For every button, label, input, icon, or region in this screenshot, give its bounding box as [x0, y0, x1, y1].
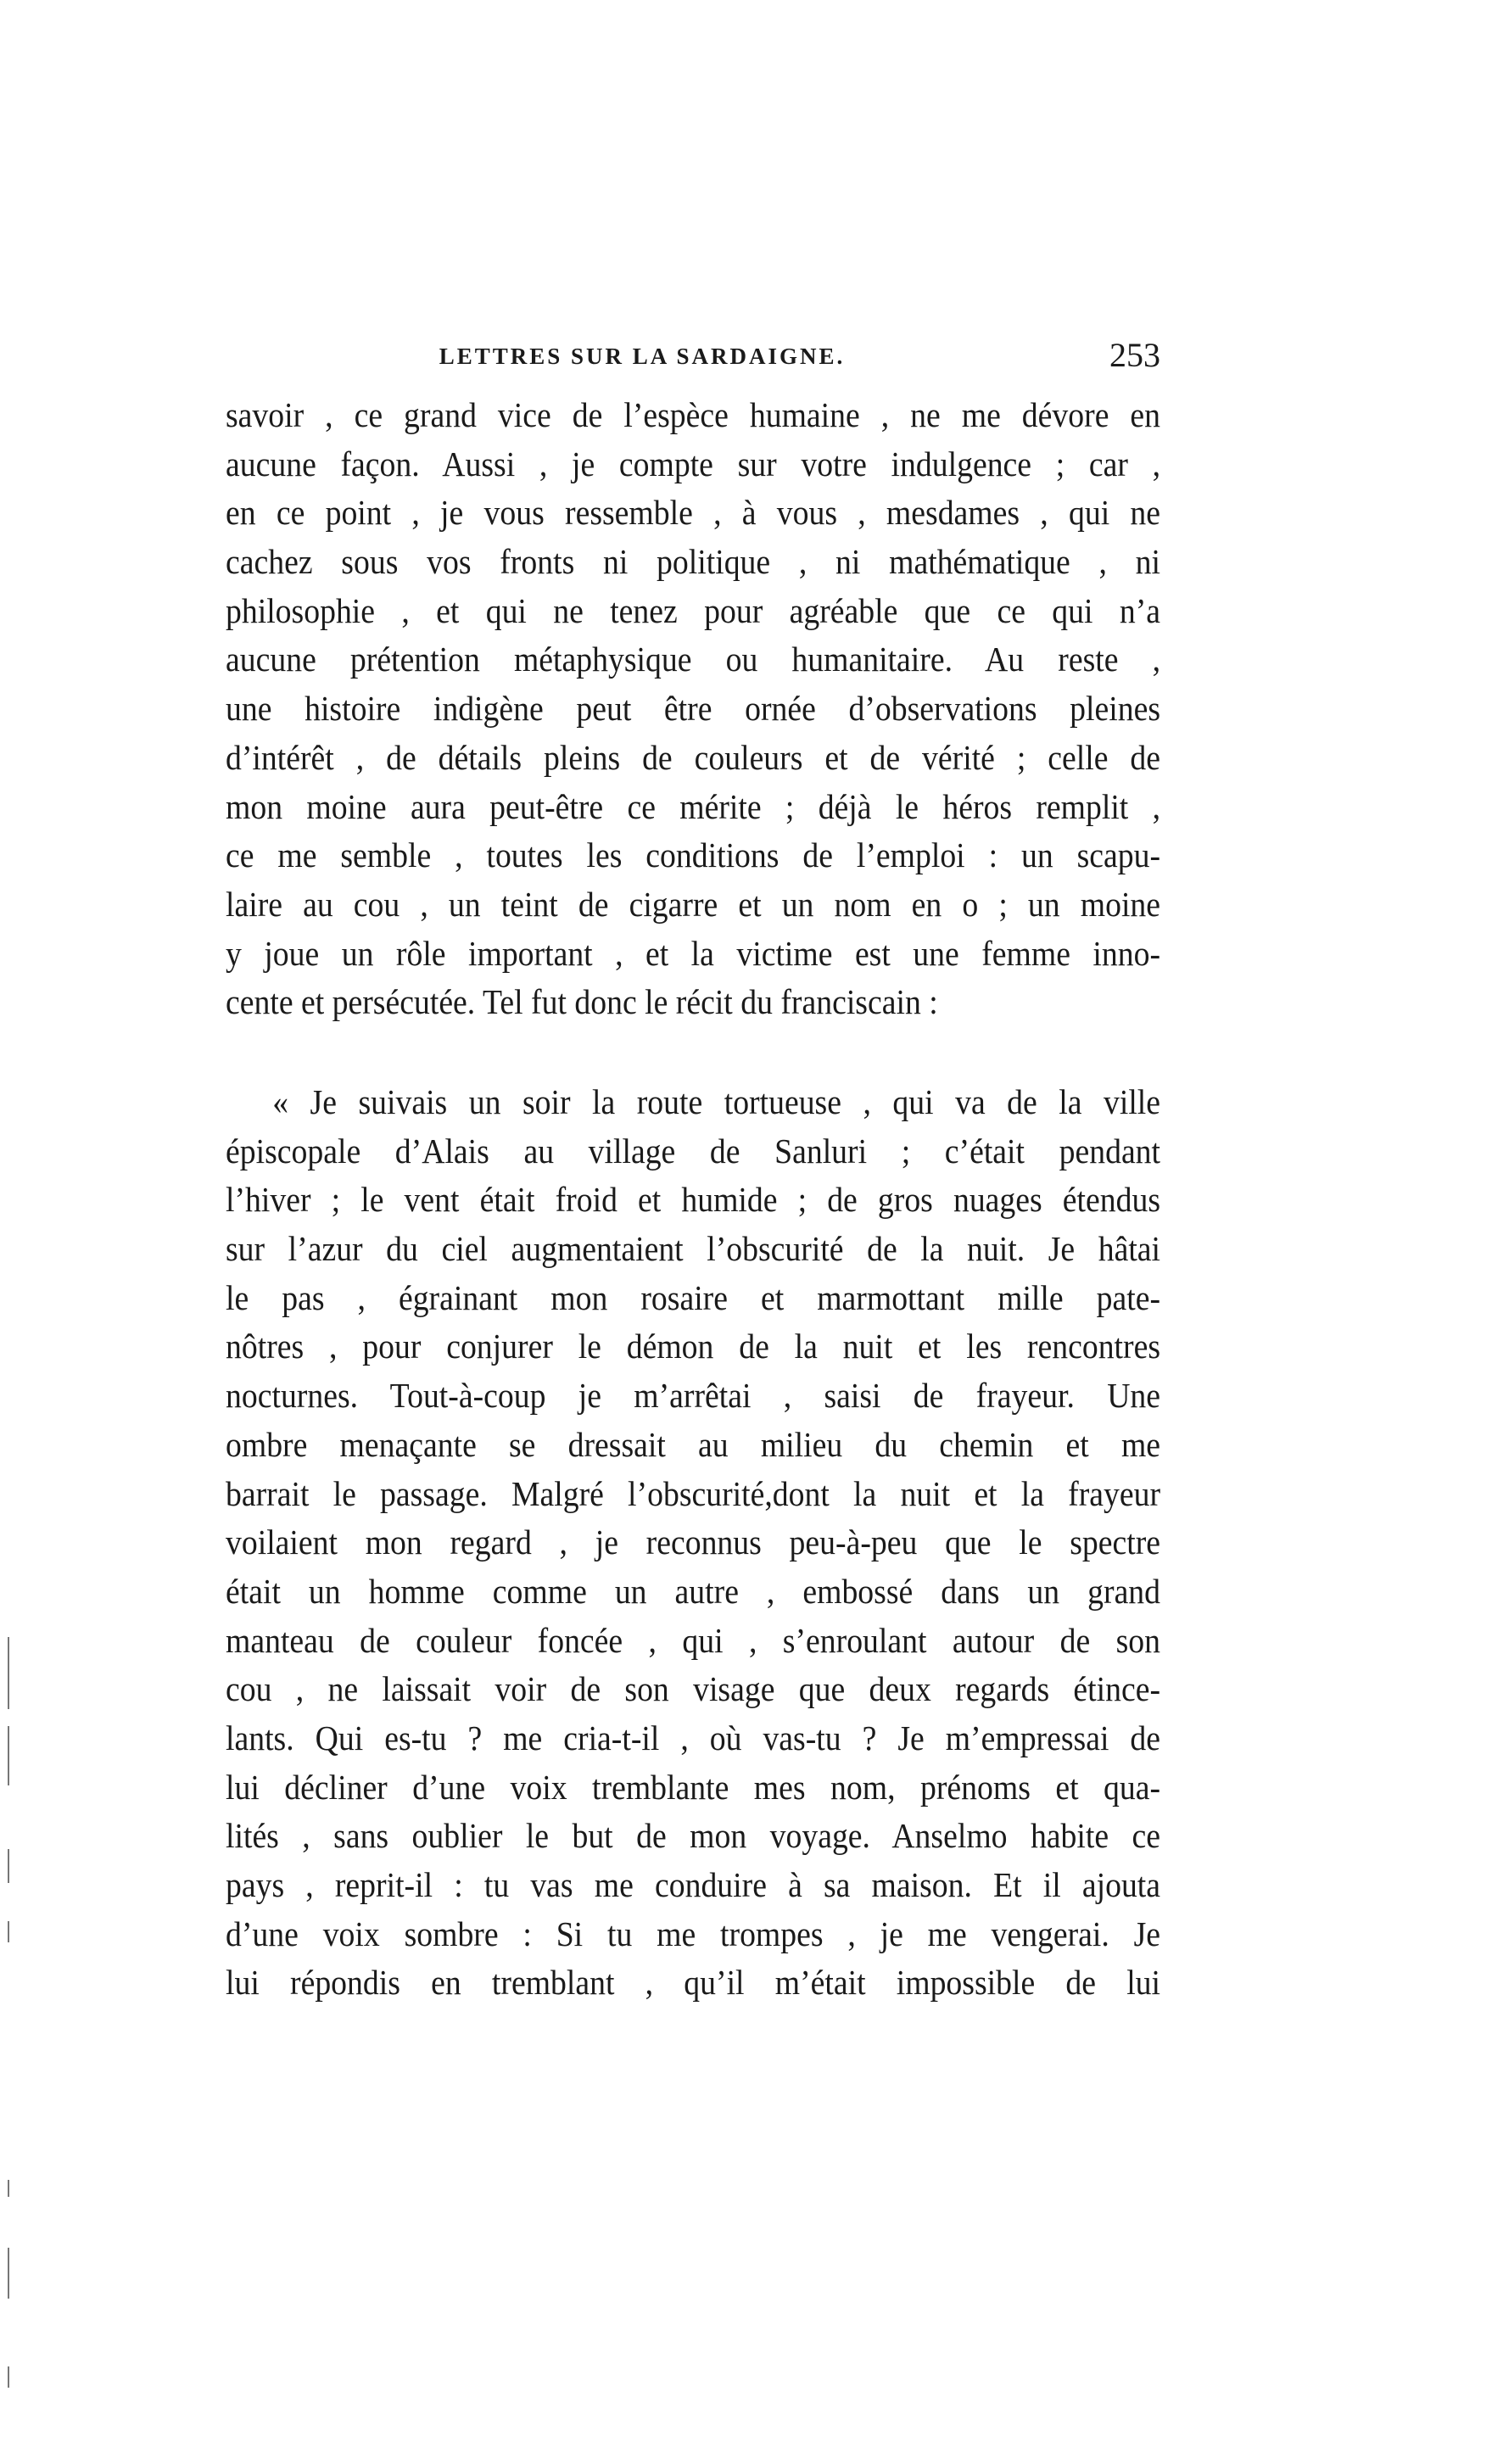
- page-header: [226, 335, 1160, 377]
- text-line: philosophie , et qui ne tenez pour agréable que ce qui n’a: [226, 590, 1161, 630]
- paragraph-1: [226, 391, 1160, 1027]
- text-line: « Je suivais un soir la route tortueuse , qui va de la ville: [272, 1082, 1161, 1121]
- text-line: ce me semble , toutes les conditions de l’emploi : un scapu-: [226, 835, 1161, 875]
- text-line: laire au cou , un teint de cigarre et un nom en o ; un moine: [226, 884, 1161, 924]
- paragraph-2: [226, 1078, 1160, 2008]
- text-line: aucune prétention métaphysique ou humanitaire. Au reste ,: [226, 640, 1161, 679]
- text-line: nôtres , pour conjurer le démon de la nuit et les rencontres: [226, 1327, 1161, 1366]
- text-line: lui répondis en tremblant , qu’il m’était impossible de lui: [226, 1963, 1161, 2003]
- text-line: sur l’azur du ciel augmentaient l’obscurité de la nuit. Je hâtai: [226, 1229, 1161, 1269]
- text-line: l’hiver ; le vent était froid et humide ; de gros nuages étendus: [226, 1180, 1161, 1220]
- text-line: en ce point , je vous ressemble , à vous , mesdames , qui ne: [226, 493, 1161, 533]
- scan-margin-mark: [8, 1921, 9, 1942]
- text-line: savoir , ce grand vice de l’espèce humaine , ne me dévore en: [226, 395, 1161, 434]
- text-line: y joue un rôle important , et la victime est une femme inno-: [226, 933, 1161, 973]
- text-line: barrait le passage. Malgré l’obscurité,dont la nuit et la frayeur: [226, 1473, 1161, 1513]
- text-line: cou , ne laissait voir de son visage que deux regards étince-: [226, 1669, 1161, 1709]
- text-line: nocturnes. Tout-à-coup je m’arrêtai , saisi de frayeur. Une: [226, 1376, 1161, 1416]
- text-line: ombre menaçante se dressait au milieu du chemin et me: [226, 1424, 1161, 1464]
- text-line: mon moine aura peut-être ce mérite ; déjà le héros remplit ,: [226, 786, 1161, 826]
- text-line: lui décliner d’une voix tremblante mes nom, prénoms et qua-: [226, 1767, 1161, 1807]
- scan-margin-mark: [8, 1849, 9, 1883]
- text-line: une histoire indigène peut être ornée d’observations pleines: [226, 689, 1161, 729]
- running-title: LETTRES SUR LA SARDAIGNE.: [439, 344, 846, 369]
- scan-margin-mark: [8, 2366, 9, 2388]
- text-line: cente et persécutée. Tel fut donc le récit du franciscain :: [226, 982, 938, 1022]
- scan-margin-mark: [8, 2180, 9, 2197]
- text-line: voilaient mon regard , je reconnus peu-à-peu que le spectre: [226, 1523, 1161, 1562]
- scan-margin-mark: [8, 1726, 9, 1785]
- scan-margin-mark: [8, 2248, 9, 2299]
- text-line: d’intérêt , de détails pleins de couleurs et de vérité ; celle de: [226, 737, 1161, 777]
- text-line: lants. Qui es-tu ? me cria-t-il , où vas-tu ? Je m’empressai de: [226, 1718, 1161, 1757]
- text-line: manteau de couleur foncée , qui , s’enroulant autour de son: [226, 1620, 1161, 1660]
- text-line: aucune façon. Aussi , je compte sur votre indulgence ; car ,: [226, 444, 1161, 483]
- page-number: 253: [1109, 336, 1160, 374]
- text-line: était un homme comme un autre , embossé dans un grand: [226, 1571, 1161, 1611]
- scan-margin-mark: [8, 1637, 9, 1709]
- text-line: cachez sous vos fronts ni politique , ni mathématique , ni: [226, 542, 1161, 582]
- text-line: pays , reprit-il : tu vas me conduire à sa maison. Et il ajouta: [226, 1865, 1161, 1904]
- text-line: le pas , égrainant mon rosaire et marmottant mille pate-: [226, 1277, 1161, 1317]
- text-line: épiscopale d’Alais au village de Sanluri ; c’était pendant: [226, 1131, 1161, 1171]
- text-line: d’une voix sombre : Si tu me trompes , je me vengerai. Je: [226, 1914, 1161, 1953]
- text-line: lités , sans oublier le but de mon voyage. Anselmo habite ce: [226, 1816, 1161, 1856]
